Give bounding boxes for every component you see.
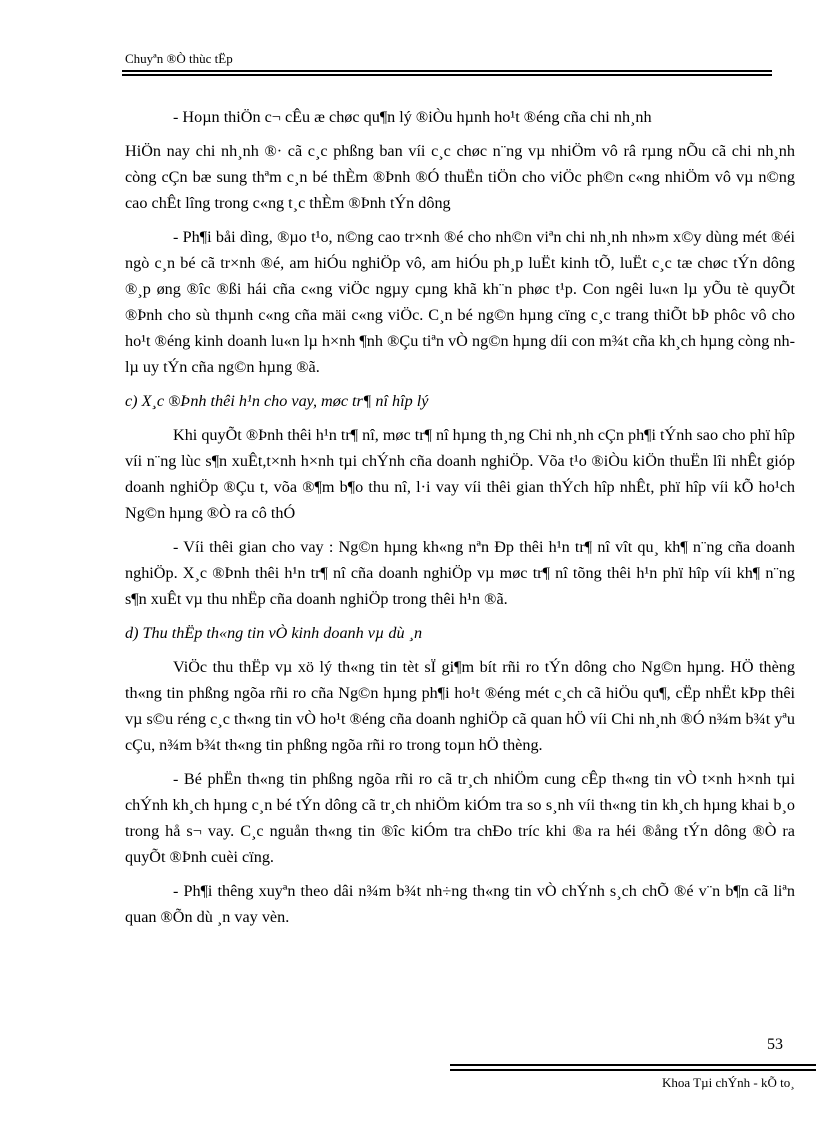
header-title: Chuyªn ®Ò thùc tËp xyxy=(125,51,233,66)
footer-rule-bottom xyxy=(450,1069,816,1071)
header-rule-top xyxy=(122,70,772,72)
header-rule-bottom xyxy=(122,74,772,76)
section-heading-d: d) Thu thËp th«ng tin vÒ kinh doanh vµ dù ¸n xyxy=(125,624,423,642)
paragraph-repayment: Khi quyÕt ®Þnh thêi h¹n tr¶ nî, møc tr¶ nî hµng th¸ng Chi nh¸nh cÇn ph¶i tÝnh sao cho phï hîp víi n¨ng lùc s¶n xuÊt,t×nh h×nh tµi chÝnh cña doanh nghiÖp. Võa t¹o ®iÒu kiÖn thuËn lîi nhÊt gióp doanh nghiÖp ®Çu t, võa ®¶m b¶o thu nî, l·i vay víi thêi gian thÝch hîp nhÊt, phï hîp víi kÕ ho¹ch Ng©n hµng ®Ò ra cô thÓ xyxy=(125,426,795,522)
paragraph-departments: HiÖn nay chi nh¸nh ®· cã c¸c phßng ban víi c¸c chøc n¨ng vµ nhiÖm vô râ rµng nÕu cã chi nh¸nh còng cÇn bæ sung thªm c¸n bé thÈm ®Þnh ®Ó thuËn tiÖn cho viÖc ph©n c«ng nhiÖm vô vµ n©ng cao chÊt lîng trong c«ng t¸c thÈm ®Þnh tÝn dông xyxy=(125,142,795,212)
page-body xyxy=(125,104,795,930)
paragraph-policy-tracking: - Ph¶i thêng xuyªn theo dâi n¾m b¾t nh÷ng th«ng tin vÒ chÝnh s¸ch chÕ ®é v¨n b¶n cã liªn quan ®Õn dù ¸n vay vèn. xyxy=(125,882,795,926)
footer-rule-top xyxy=(450,1064,816,1066)
footer-text: Khoa Tµi chÝnh - kÕ to¸ xyxy=(662,1075,795,1090)
paragraph-information: ViÖc thu thËp vµ xö lý th«ng tin tèt sÏ gi¶m bít rñi ro tÝn dông cho Ng©n hµng. HÖ thèng th«ng tin phßng ngõa rñi ro cña Ng©n hµng ph¶i ho¹t ®éng mét c¸ch cã hiÖu qu¶, cËp nhËt kÞp thêi vµ s©u réng c¸c th«ng tin vÒ ho¹t ®éng cña doanh nghiÖp cã quan hÖ víi Chi nh¸nh ®Ó n¾m b¾t yªu cÇu, n¾m b¾t th«ng tin phßng ngõa rñi ro trong toµn hÖ thèng. xyxy=(125,658,795,754)
section-heading-c: c) X¸c ®Þnh thêi h¹n cho vay, møc tr¶ nî hîp lý xyxy=(125,392,429,410)
paragraph-loan-term: - Víi thêi gian cho vay : Ng©n hµng kh«ng nªn Ðp thêi h¹n tr¶ nî vît qu¸ kh¶ n¨ng cña doanh nghiÖp. X¸c ®Þnh thêi h¹n tr¶ nî cña doanh nghiÖp vµ møc tr¶ nî tõng thêi h¹n phï hîp víi kh¶ n¨ng s¶n xuÊt vµ thu nhËp cña doanh nghiÖp trong thêi h¹n ®ã. xyxy=(125,538,795,608)
paragraph-org-structure: - Hoµn thiÖn c¬ cÊu æ chøc qu¶n lý ®iÒu hµnh ho¹t ®éng cña chi nh¸nh xyxy=(173,108,652,126)
paragraph-info-department: - Bé phËn th«ng tin phßng ngõa rñi ro cã tr¸ch nhiÖm cung cÊp th«ng tin vÒ t×nh h×nh tµi chÝnh kh¸ch hµng c¸n bé tÝn dông cã tr¸ch nhiÖm kiÓm tra so s¸nh víi th«ng tin kh¸ch hµng khai b¸o trong hå s¬ vay. C¸c nguån th«ng tin ®îc kiÓm tra chÐo tríc khi ®a ra héi ®ång tÝn dông ®Ò ra quyÕt ®Þnh cuèi cïng. xyxy=(125,770,795,866)
page-number: 53 xyxy=(767,1036,783,1053)
paragraph-training: - Ph¶i båi dìng, ®µo t¹o, n©ng cao tr×nh ®é cho nh©n viªn chi nh¸nh nh»m x©y dùng mét ®éi ngò c¸n bé cã tr×nh ®é, am hiÓu nghiÖp vô, am hiÓu ph¸p luËt kinh tÕ, luËt c¸c tæ chøc tÝn dông ®¸p øng ®îc ®ßi hái cña c«ng viÖc ngµy cµng khã kh¨n phøc t¹p. Con ngêi lu«n lµ yÕu tè quyÕt ®Þnh cho sù thµnh c«ng cña mäi c«ng viÖc. C¸n bé ng©n hµng cïng c¸c trang thiÕt bÞ phôc vô cho ho¹t ®éng kinh doanh lu«n lµ h×nh ¶nh ®Çu tiªn vÒ ng©n hµng díi con m¾t cña kh¸ch hµng còng nh lµ uy tÝn cña ng©n hµng ®ã. xyxy=(125,228,795,376)
